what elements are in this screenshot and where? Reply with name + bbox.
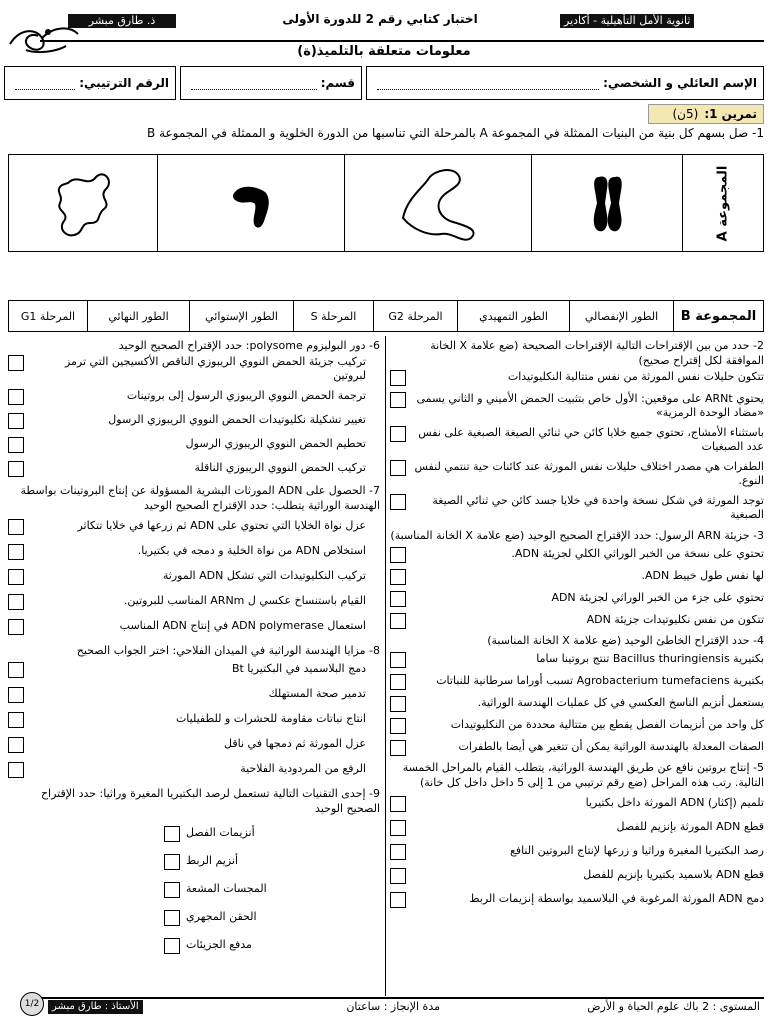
- checkbox[interactable]: [390, 740, 406, 756]
- list-item: ترجمة الحمض النووي الريبوزي الرسول إلى بروتينات: [8, 389, 366, 405]
- footer-rule: [40, 997, 764, 999]
- checkbox[interactable]: [8, 389, 24, 405]
- checkbox[interactable]: [390, 547, 406, 563]
- group-b-label: المجموعة B: [673, 301, 763, 331]
- metaphase-chromosome-icon: [577, 163, 637, 243]
- checkbox[interactable]: [390, 569, 406, 585]
- list-item: تركيب النكليوتيدات التي تشكل ADN المورثة: [8, 569, 366, 585]
- list-item: تركيب جزيئة الحمض النووي الريبوزي الناقص الأكسيجين التي ترمز لبروتين: [8, 355, 366, 383]
- list-item: انتاج نباتات مقاومة للحشرات و للطفيليات: [8, 712, 366, 728]
- left-column: [8, 338, 380, 954]
- list-item: بكتيرية Agrobacterium tumefaciens تسبب أوراما سرطانية للنباتات: [390, 674, 764, 690]
- phase-anaphase: الطور الإنفصالي: [569, 301, 673, 331]
- list-item: عزل نواة الخلايا التي تحتوي على ADN ثم زرعها في خلايا تتكاثر: [8, 519, 366, 535]
- group-a-label: المجموعة A: [715, 165, 731, 241]
- list-item: تدمير صحة المستهلك: [8, 687, 366, 703]
- right-column: [390, 338, 764, 908]
- order-box[interactable]: [390, 892, 406, 908]
- checkbox[interactable]: [8, 569, 24, 585]
- checkbox[interactable]: [8, 712, 24, 728]
- student-name-field[interactable]: [366, 66, 764, 100]
- q6-text: 6- دور البوليزوم polysome: حدد الإقتراح الصحيح الوحيد: [118, 339, 380, 352]
- q2-text: 2- حدد من بين الإقتراحات التالية الإقتراحات الصحيحة (ضع علامة X الخانة الموافقة لكل إقتراح صحيح): [430, 339, 764, 367]
- list-item: أنزيمات الفصل: [8, 826, 366, 842]
- footer-level: المستوى : 2 باك علوم الحياة و الأرض: [587, 1000, 760, 1013]
- q1-text: 1- صل بسهم كل بنية من البنيات الممثلة في المجموعة A بالمرحلة التي تناسبها من الدورة الخلوية و الممثلة في المجموعة B: [147, 126, 764, 140]
- list-item: قطع ADN بلاسميد بكتيريا بإنزيم للفصل: [390, 868, 764, 884]
- list-item: القيام باستنساخ عكسي ل ARNm المناسب للبروتين.: [8, 594, 366, 610]
- checkbox[interactable]: [390, 370, 406, 386]
- order-box[interactable]: [390, 844, 406, 860]
- structure-2: [158, 155, 345, 251]
- checkbox[interactable]: [8, 762, 24, 778]
- teacher-name-top: ذ. طارق مبشر: [68, 14, 176, 28]
- list-item: توجد المورثة في شكل نسخة واحدة في خلايا جسد كائن حي ثنائي الصيغة الصبغية: [390, 494, 764, 522]
- checkbox[interactable]: [8, 737, 24, 753]
- checkbox[interactable]: [390, 460, 406, 476]
- list-item: يحتوي ARNt على موقعين: الأول خاص بتثبيت الحمض الأميني و الثاني يسمى «مضاد الوحدة الرمزية»: [390, 392, 764, 420]
- checkbox[interactable]: [164, 882, 180, 898]
- checkbox[interactable]: [390, 696, 406, 712]
- group-b-table: [8, 300, 764, 332]
- list-item: دمج البلاسميد في البكتيريا Bt: [8, 662, 366, 678]
- list-item: الطفرات هي مصدر اختلاف حليلات نفس المورثة عند كائنات حية تنتمي لنفس النوع.: [390, 460, 764, 488]
- checkbox[interactable]: [164, 938, 180, 954]
- rank-label: الرقم الترتيبي:: [79, 76, 169, 90]
- checkbox[interactable]: [390, 652, 406, 668]
- condensed-chromosome-icon: [221, 168, 281, 238]
- decondensing-chromatin-icon: [383, 158, 493, 248]
- class-field[interactable]: [180, 66, 362, 100]
- structure-3: [345, 155, 532, 251]
- list-item: تحطيم الحمض النووي الريبوزي الرسول: [8, 437, 366, 453]
- checkbox[interactable]: [8, 619, 24, 635]
- school-name: ثانوية الأمل التأهيلية - أكادير: [560, 14, 694, 28]
- list-item: استخلاص ADN من نواة الخلية و دمجه في بكتيريا.: [8, 544, 366, 560]
- checkbox[interactable]: [8, 355, 24, 371]
- q8-text: 8- مزايا الهندسة الوراثية في الميدان الفلاحي: اختر الجواب الصحيح: [76, 644, 380, 657]
- list-item: أنزيم الربط: [8, 854, 366, 870]
- list-item: تحتوي على جزء من الخبر الوراثي لجزيئة ADN: [390, 591, 764, 607]
- checkbox[interactable]: [8, 594, 24, 610]
- column-divider: [385, 336, 386, 996]
- phase-g1: المرحلة G1: [20, 309, 76, 323]
- structure-4: [532, 155, 683, 251]
- checkbox[interactable]: [8, 687, 24, 703]
- phase-telophase: الطور النهائي: [87, 301, 189, 331]
- q3-text: 3- جزيئة ARN الرسول: حدد الإقتراح الصحيح الوحيد (ضع علامة X الخانة المناسبة): [390, 529, 764, 542]
- chromatin-icon: [38, 163, 128, 243]
- checkbox[interactable]: [8, 519, 24, 535]
- exam-title: اختبار كتابي رقم 2 للدورة الأولى: [282, 12, 478, 26]
- list-item: بكتيرية Bacillus thuringiensis تنتج بروتينا ساما: [390, 652, 764, 668]
- group-a-table: [8, 154, 764, 252]
- list-item: الحقن المجهري: [8, 910, 366, 926]
- list-item: كل واحد من أنزيمات الفصل يقطع بين متتالية محددة من النكليوتيدات: [390, 718, 764, 734]
- checkbox[interactable]: [164, 910, 180, 926]
- list-item: مدفع الجزيئات: [8, 938, 366, 954]
- q4-text: 4- حدد الإقتراح الخاطئ الوحيد (ضع علامة X الخانة المناسبة): [487, 634, 764, 647]
- list-item: قطع ADN المورثة بإنزيم للفصل: [390, 820, 764, 836]
- q5-text: 5- إنتاج بروتين نافع عن طريق الهندسة الوراثية، يتطلب القيام بالمراحل الخمسة التالية. رتب هذه المراحل (ضع رقم ترتيبي من 1 إلى 5 داخل داخل كل خانة): [402, 761, 764, 789]
- checkbox[interactable]: [8, 437, 24, 453]
- list-item: تلميم (إكثار) ADN المورثة داخل بكتيريا: [390, 796, 764, 812]
- checkbox[interactable]: [164, 854, 180, 870]
- rank-field[interactable]: [4, 66, 176, 100]
- checkbox[interactable]: [390, 613, 406, 629]
- class-label: قسم:: [320, 76, 355, 90]
- phase-s: المرحلة S: [293, 301, 373, 331]
- checkbox[interactable]: [164, 826, 180, 842]
- q7-text: 7- الحصول على ADN المورثات البشرية المسؤولة عن إنتاج البروتينات بواسطة الهندسة الوراثية يتطلب: حدد الإقتراح الصحيح الوحيد: [20, 484, 380, 512]
- checkbox[interactable]: [8, 544, 24, 560]
- checkbox[interactable]: [390, 392, 406, 408]
- checkbox[interactable]: [390, 494, 406, 510]
- checkbox[interactable]: [8, 413, 24, 429]
- checkbox[interactable]: [390, 718, 406, 734]
- checkbox[interactable]: [8, 461, 24, 477]
- phase-metaphase: الطور الإستوائي: [189, 301, 293, 331]
- order-box[interactable]: [390, 820, 406, 836]
- list-item: الصفات المعدلة بالهندسة الوراثية يمكن أن تتغير هي أيضا بالطفرات: [390, 740, 764, 756]
- q9-text: 9- إحدى التقنيات التالية تستعمل لرصد البكتيريا المغيرة وراثيا: حدد الإقتراح الصحيح الوحيد: [40, 787, 380, 815]
- list-item: لها نفس طول خييط ADN.: [390, 569, 764, 585]
- checkbox[interactable]: [390, 426, 406, 442]
- list-item: الرفع من المردودية الفلاحية: [8, 762, 366, 778]
- footer-teacher: الأستاذ : طارق مبشر: [48, 1000, 143, 1014]
- order-box[interactable]: [390, 868, 406, 884]
- list-item: تغيير تشكيلة نكليوتيدات الحمض النووي الريبوزي الرسول: [8, 413, 366, 429]
- list-item: باستثناء الأمشاج، تحتوي جميع خلايا كائن حي ثنائي الصيغة الصبغية على نفس عدد الصبغيات: [390, 426, 764, 454]
- checkbox[interactable]: [390, 674, 406, 690]
- list-item: يستعمل أنزيم الناسخ العكسي في كل عمليات الهندسة الوراثية.: [390, 696, 764, 712]
- list-item: عزل المورثة ثم دمجها في ناقل: [8, 737, 366, 753]
- page-number: 1/2: [20, 992, 44, 1016]
- list-item: تتكون من نفس نكليوتيدات جزيئة ADN: [390, 613, 764, 629]
- exercise-label: تمرين 1: (5ن): [648, 104, 764, 124]
- checkbox[interactable]: [390, 591, 406, 607]
- footer-duration: مدة الإنجاز : ساعتان: [346, 1000, 440, 1013]
- list-item: تركيب الحمض النووي الريبوزي الناقلة: [8, 461, 366, 477]
- checkbox[interactable]: [8, 662, 24, 678]
- list-item: تحتوي على نسخة من الخبر الوراثي الكلي لجزيئة ADN.: [390, 547, 764, 563]
- list-item: المجسات المشعة: [8, 882, 366, 898]
- order-box[interactable]: [390, 796, 406, 812]
- list-item: تتكون حليلات نفس المورثة من نفس متتالية النكليوتيدات: [390, 370, 764, 386]
- structure-1: [9, 155, 158, 251]
- list-item: رصد البكتيريا المغيرة وراثيا و زرعها لإنتاج البروتين النافع: [390, 844, 764, 860]
- phase-g2: المرحلة G2: [373, 301, 457, 331]
- list-item: دمج ADN المورثة المرغوبة في البلاسميد بواسطة إنزيمات الربط: [390, 892, 764, 908]
- info-title: معلومات متعلقة بالتلميذ(ة): [297, 44, 471, 59]
- name-label: الإسم العائلي و الشخصي:: [603, 76, 757, 90]
- header-rule: [40, 40, 764, 42]
- phase-prophase: الطور التمهيدي: [457, 301, 569, 331]
- list-item: استعمال ADN polymerase في إنتاج ADN المناسب: [8, 619, 366, 635]
